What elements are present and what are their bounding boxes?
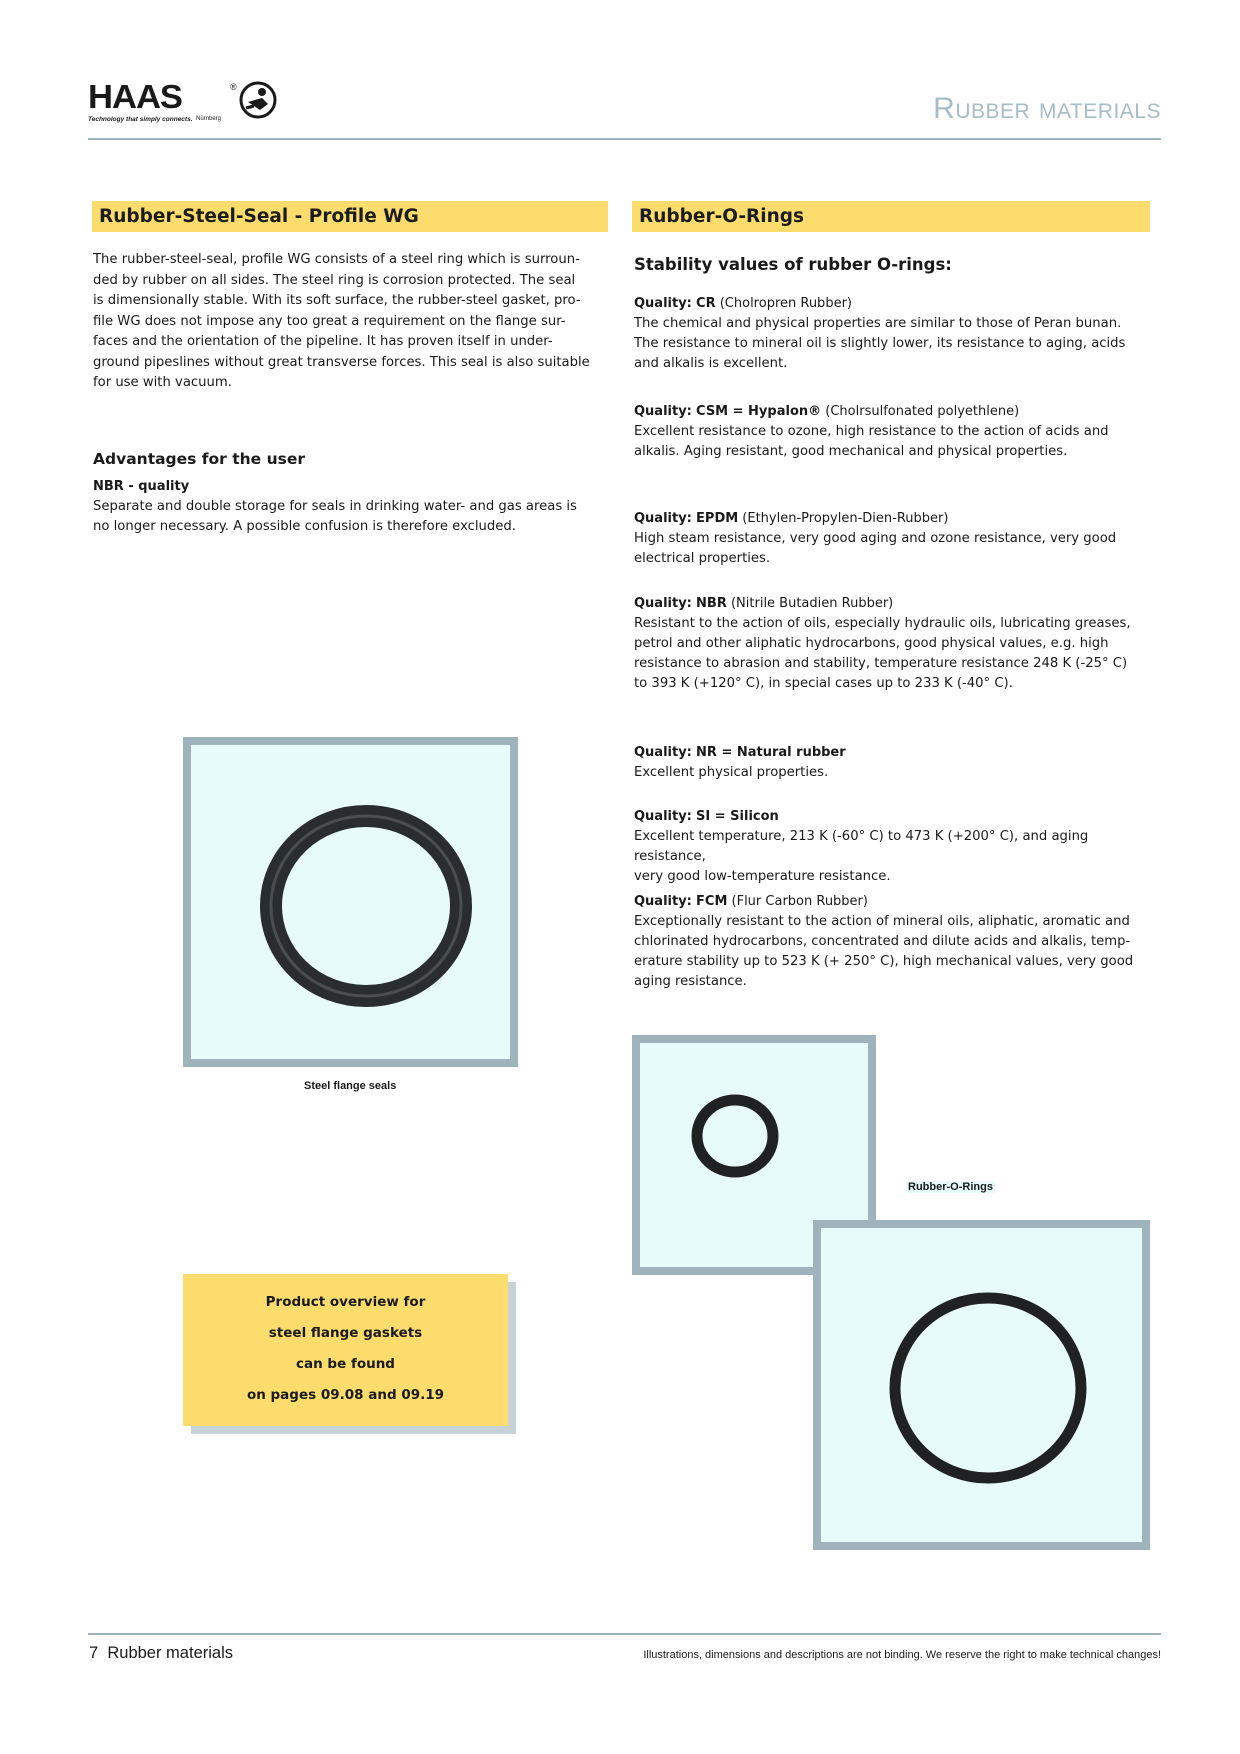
quality-title	[634, 892, 1154, 912]
stability-subheading: Stability values of rubber O-rings:	[634, 255, 952, 274]
info-line-4-prefix: on pages	[246, 1387, 321, 1403]
large-o-ring-illustration	[821, 1228, 1142, 1542]
quality-label: Quality:	[634, 745, 692, 760]
advantages-heading: Advantages for the user	[93, 450, 305, 468]
intro-line: The rubber-steel-seal, profile WG consists of a steel ring which is surroun-	[93, 252, 580, 267]
quality-title	[634, 743, 1154, 763]
quality-line: to 393 K (+120° C), in special cases up to 233 K (-40° C).	[634, 676, 1013, 691]
logo-registered-mark: ®	[230, 82, 237, 92]
footer-section	[89, 1644, 233, 1663]
quality-title	[634, 294, 1154, 314]
quality-title	[634, 807, 1154, 827]
nbr-quality-text	[93, 497, 613, 537]
logo-wordmark: HAAS	[88, 78, 182, 115]
product-overview-info-box	[183, 1274, 508, 1426]
logo-city: Nürnberg	[196, 116, 222, 122]
intro-line: for use with vacuum.	[93, 375, 232, 390]
info-line-1: Product overview for	[265, 1294, 426, 1310]
quality-label: Quality:	[634, 809, 692, 824]
header-divider	[88, 138, 1161, 140]
left-intro-text	[93, 250, 613, 394]
info-line-4	[183, 1380, 508, 1411]
quality-desc: (Flur Carbon Rubber)	[727, 894, 868, 909]
quality-line: Excellent resistance to ozone, high resistance to the action of acids and	[634, 424, 1109, 439]
footer-section-name: Rubber materials	[107, 1644, 233, 1662]
info-line-2: steel flange gaskets	[268, 1325, 423, 1341]
quality-line: alkalis. Aging resistant, good mechanical and physical properties.	[634, 444, 1068, 459]
quality-label: Quality:	[634, 511, 692, 526]
large-o-ring-image	[813, 1220, 1150, 1550]
quality-code: CR	[696, 296, 716, 311]
quality-desc: (Ethylen-Propylen-Dien-Rubber)	[738, 511, 949, 526]
info-line-4-mid: and	[363, 1387, 402, 1403]
quality-line: High steam resistance, very good aging and ozone resistance, very good	[634, 531, 1117, 546]
quality-label: Quality:	[634, 596, 692, 611]
steel-flange-seal-image	[183, 737, 518, 1067]
quality-code: EPDM	[696, 511, 739, 526]
logo-emblem-icon	[238, 80, 278, 120]
quality-line: The resistance to mineral oil is slightly lower, its resistance to aging, acids	[634, 336, 1126, 351]
left-section-heading: Rubber-Steel-Seal - Profile WG	[92, 201, 608, 232]
footer-disclaimer: Illustrations, dimensions and descriptions are not binding. We reserve the right to make technical changes!	[643, 1649, 1161, 1661]
quality-desc: (Nitrile Butadien Rubber)	[726, 596, 894, 611]
nbr-line: no longer necessary. A possible confusion is therefore excluded.	[93, 519, 516, 534]
quality-title	[634, 594, 1154, 614]
quality-block-nbr	[634, 594, 1154, 694]
quality-line: resistance to abrasion and stability, temperature resistance 248 K (-25° C)	[634, 656, 1128, 671]
logo-tagline: Technology that simply connects.	[88, 116, 193, 123]
quality-line: aging resistance.	[634, 974, 747, 989]
quality-code: FCM	[696, 894, 728, 909]
quality-block-epdm	[634, 509, 1154, 569]
footer-divider	[88, 1633, 1161, 1635]
quality-label: Quality:	[634, 404, 692, 419]
right-section-heading: Rubber-O-Rings	[632, 201, 1150, 232]
quality-line: chlorinated hydrocarbons, concentrated and dilute acids and alkalis, temp-	[634, 934, 1131, 949]
quality-desc: (Cholropren Rubber)	[715, 296, 852, 311]
quality-code: CSM = Hypalon®	[696, 404, 822, 419]
quality-block-nr	[634, 743, 1154, 783]
quality-code: NBR	[696, 596, 727, 611]
quality-line: erature stability up to 523 K (+ 250° C), high mechanical values, very good	[634, 954, 1134, 969]
quality-line: Excellent physical properties.	[634, 765, 829, 780]
quality-line: petrol and other aliphatic hydrocarbons, good physical values, e.g. high	[634, 636, 1109, 651]
nbr-line: Separate and double storage for seals in drinking water- and gas areas is	[93, 499, 577, 514]
quality-code: SI = Silicon	[696, 809, 779, 824]
quality-line: very good low-temperature resistance.	[634, 869, 891, 884]
quality-block-si	[634, 807, 1154, 887]
quality-code: NR = Natural rubber	[696, 745, 846, 760]
footer-page-number: 7	[89, 1644, 99, 1662]
o-rings-caption: Rubber-O-Rings	[908, 1181, 993, 1193]
intro-line: ded by rubber on all sides. The steel ring is corrosion protected. The seal	[93, 272, 576, 288]
page-ref-a[interactable]: 09.08	[320, 1387, 364, 1403]
haas-logo	[88, 80, 288, 130]
nbr-quality-label: NBR - quality	[93, 479, 190, 494]
info-line-3: can be found	[296, 1356, 395, 1372]
quality-line: The chemical and physical properties are similar to those of Peran bunan.	[634, 316, 1122, 331]
intro-line: faces and the orientation of the pipeline. It has proven itself in under-	[93, 334, 553, 349]
quality-label: Quality:	[634, 296, 692, 311]
quality-line: and alkalis is excellent.	[634, 356, 788, 371]
intro-line: ground pipeslines without great transverse forces. This seal is also suitable	[93, 354, 590, 370]
quality-block-csm	[634, 402, 1154, 462]
quality-line: Resistant to the action of oils, especially hydraulic oils, lubricating greases,	[634, 616, 1131, 631]
quality-block-fcm	[634, 892, 1154, 992]
quality-line: electrical properties.	[634, 551, 771, 566]
quality-desc: (Cholrsulfonated polyethlene)	[821, 404, 1020, 419]
quality-line: Exceptionally resistant to the action of mineral oils, aliphatic, aromatic and	[634, 914, 1130, 929]
steel-flange-ring-illustration	[191, 745, 510, 1059]
intro-line: is dimensionally stable. With its soft surface, the rubber-steel gasket, pro-	[93, 293, 581, 308]
page-ref-b[interactable]: 09.19	[401, 1387, 445, 1403]
page-header-title: Rubber materials	[933, 92, 1161, 125]
quality-block-cr	[634, 294, 1154, 374]
steel-flange-caption: Steel flange seals	[304, 1080, 397, 1092]
quality-title	[634, 402, 1154, 422]
intro-line: file WG does not impose any too great a requirement on the flange sur-	[93, 313, 566, 329]
quality-line: Excellent temperature, 213 K (-60° C) to 473 K (+200° C), and aging resistance,	[634, 829, 1089, 864]
quality-title	[634, 509, 1154, 529]
quality-label: Quality:	[634, 894, 692, 909]
